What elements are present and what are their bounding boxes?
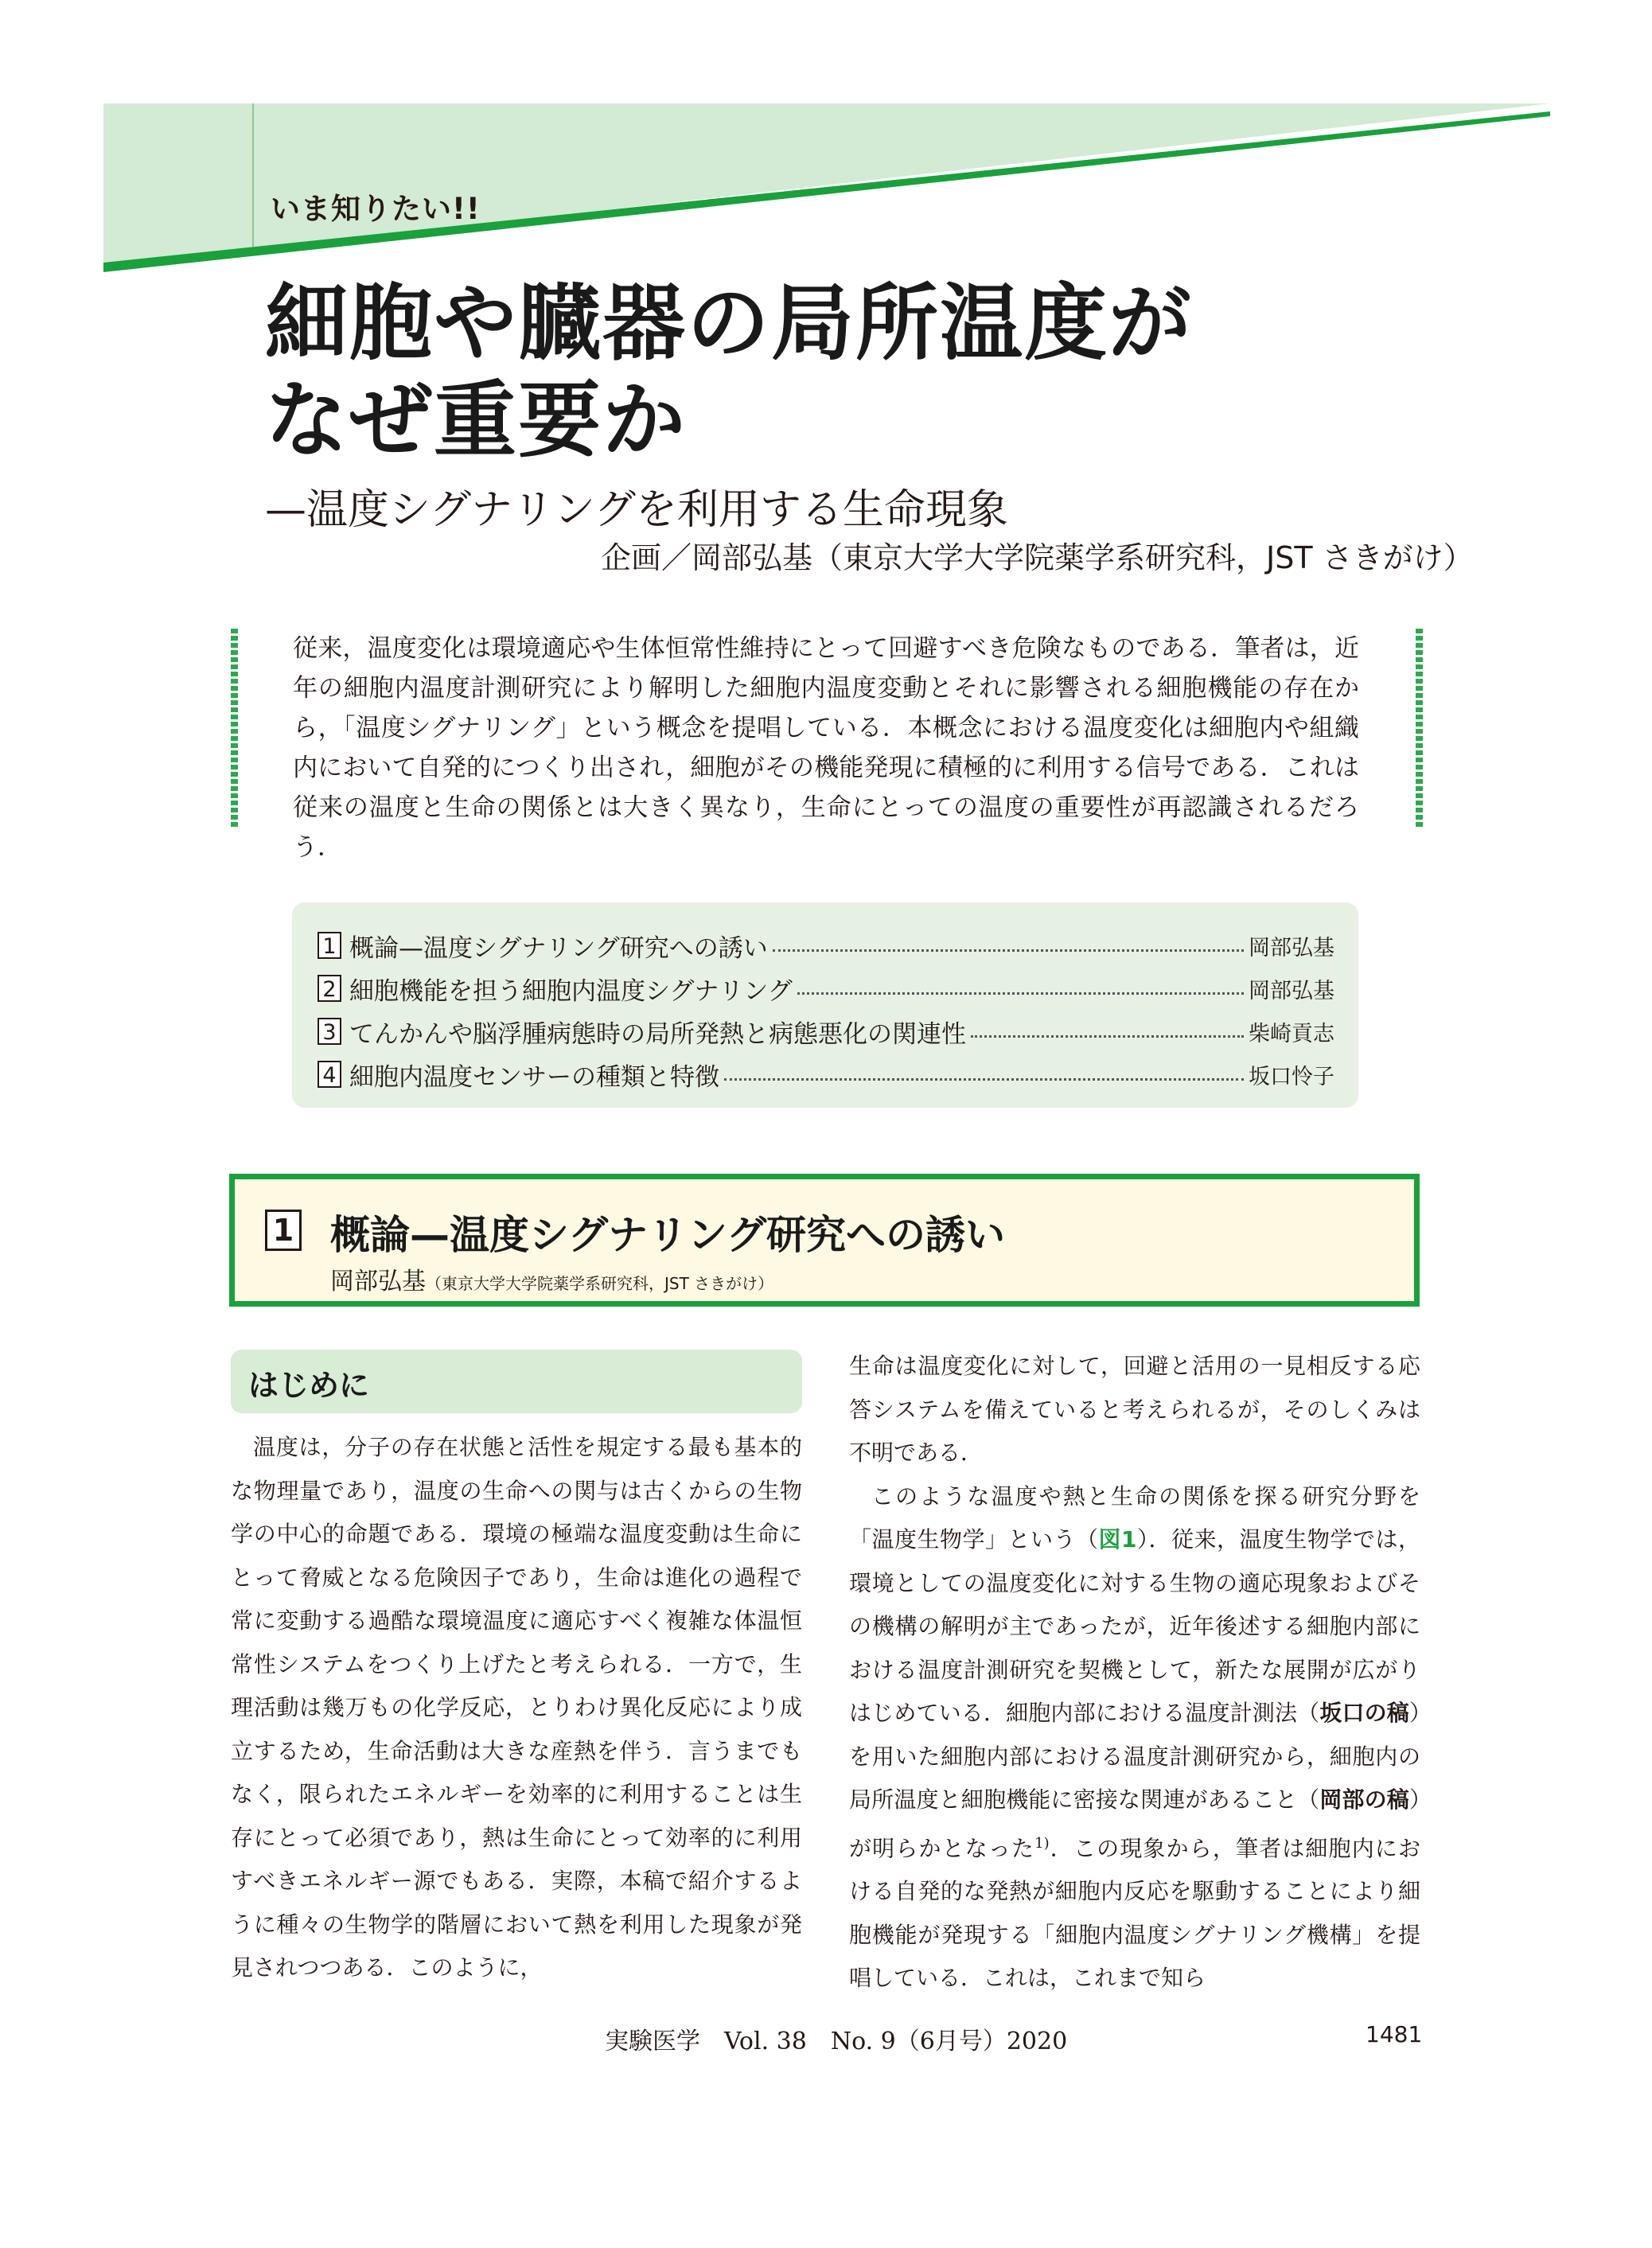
page-number: 1481 [1366,2021,1423,2047]
header-band [0,0,1652,286]
body-column-right [849,1345,1420,2001]
contents-author: 岡部弘基 [1249,978,1334,1003]
contents-title: 細胞機能を担う細胞内温度シグナリング [349,976,793,1006]
contents-title: 細胞内温度センサーの種類と特徴 [349,1062,719,1092]
body-column-left [231,1426,802,1990]
contents-item[interactable] [318,1054,1334,1095]
citation-link[interactable]: 1) [1034,1834,1050,1852]
contents-title: てんかんや脳浮腫病態時の局所発熱と病態悪化の関連性 [349,1019,966,1049]
title-line-2: なぜ重要か [265,372,688,469]
article-number: 1 [265,1210,302,1251]
body-paragraph: 生命は温度変化に対して，回避と活用の一見相反する応答システムを備えていると考えられるが，そのしくみは不明である． [849,1353,1420,1466]
contents-author: 坂口怜子 [1249,1064,1334,1089]
article-heading [229,1174,1420,1307]
article-author [330,1261,773,1296]
contents-number: 1 [318,932,341,959]
leader-dots [724,1078,1244,1081]
contents-item[interactable] [318,925,1334,966]
intro-heading-text: はじめに [248,1368,370,1403]
body-paragraph: 温度は，分子の存在状態と活性を規定する最も基本的な物理量であり，温度の生命への関与は古くからの生物学の中心的命題である．環境の極端な温度変動は生命にとって脅威となる危険因子であり，生命は進化の過程で常に変動する過酷な環境温度に適応すべく複雑な体温恒常性システムをつくり上げたと考えられる．一方で，生理活動は幾万もの化学反応，とりわけ異化反応により成立するため，生命活動は大きな産熱を伴う．言うまでもなく，限られたエネルギーを効率的に利用することは生存にとって必須であり，熱は生命にとって効率的に利用すべきエネルギー源でもある．実際，本稿で紹介するように種々の生物学的階層において熱を利用した現象が発見されつつある．このように， [231,1434,802,1981]
contents-author: 柴崎貢志 [1249,1021,1334,1046]
abstract-text: 従来，温度変化は環境適応や生体恒常性維持にとって回避すべき危険なものである．筆者は，近年の細胞内温度計測研究により解明した細胞内温度変動とそれに影響される細胞機能の存在から，「温度シグナリング」という概念を提唱している．本概念における温度変化は細胞内や組織内において自発的につくり出され，細胞がその機能発現に積極的に利用する信号である．これは従来の温度と生命の関係とは大きく異なり，生命にとっての温度の重要性が再認識されるだろう． [293,634,1359,862]
abstract-bar-left [231,629,238,828]
contents-item[interactable] [318,968,1334,1009]
subtitle: —温度シグナリングを利用する生命現象 [265,486,1008,534]
contents-author: 岡部弘基 [1249,935,1334,960]
section-tag: いま知りたい!! [271,192,481,226]
page-title [265,275,1538,469]
text-run: ）．従来，温度生物学では，環境としての温度変化に対する生物の適応現象およびその機構の解明が主であったが，近年後述する細胞内部における温度計測研究を契機として，新たな展開が広がりはじめている．細胞内部における温度計測法（ [849,1526,1420,1726]
contents-number: 4 [318,1061,341,1088]
article-reference: 岡部の稿 [1319,1786,1409,1813]
text-run: このような温度や熱と生命の関係を探る研究分野を「温度生物学」という（ [849,1482,1420,1553]
text-run: ）が明らかとなった [849,1786,1420,1861]
title-line-1: 細胞や臓器の局所温度が [265,275,1194,372]
figure-reference-link[interactable]: 図1 [1098,1526,1137,1553]
contents-box [292,902,1358,1108]
leader-dots [797,992,1244,995]
leader-dots [773,949,1244,952]
contents-title: 概論—温度シグナリング研究への誘い [349,933,768,963]
article-reference: 坂口の稿 [1319,1700,1409,1726]
abstract [231,629,1423,862]
abstract-bar-right [1416,629,1423,828]
article-title: 概論—温度シグナリング研究への誘い [330,1212,1005,1258]
author-name: 岡部弘基 [330,1268,426,1295]
contents-number: 3 [318,1018,341,1045]
contents-item[interactable] [318,1011,1334,1052]
text-run: ）を用いた細胞内部における温度計測研究から，細胞内の局所温度と細胞機能に密接な関連があること（ [849,1700,1420,1813]
footer-journal: 実験医学 Vol. 38 No. 9（6月号）2020 [605,2028,1068,2055]
planner-credit: 企画／岡部弘基（東京大学大学院薬学系研究科，JST さきがけ） [601,540,1474,575]
text-run: ．この現象から，筆者は細胞内における自発的な発熱が細胞内反応を駆動することにより細胞機能が発現する「細胞内温度シグナリング機構」を提唱している．これは，これまで知ら [849,1834,1420,1992]
leader-dots [971,1035,1244,1038]
intro-heading [231,1350,802,1413]
body-paragraph [849,1475,1420,2001]
author-affiliation: （東京大学大学院薬学系研究科，JST さきがけ） [426,1274,774,1293]
contents-number: 2 [318,975,341,1002]
